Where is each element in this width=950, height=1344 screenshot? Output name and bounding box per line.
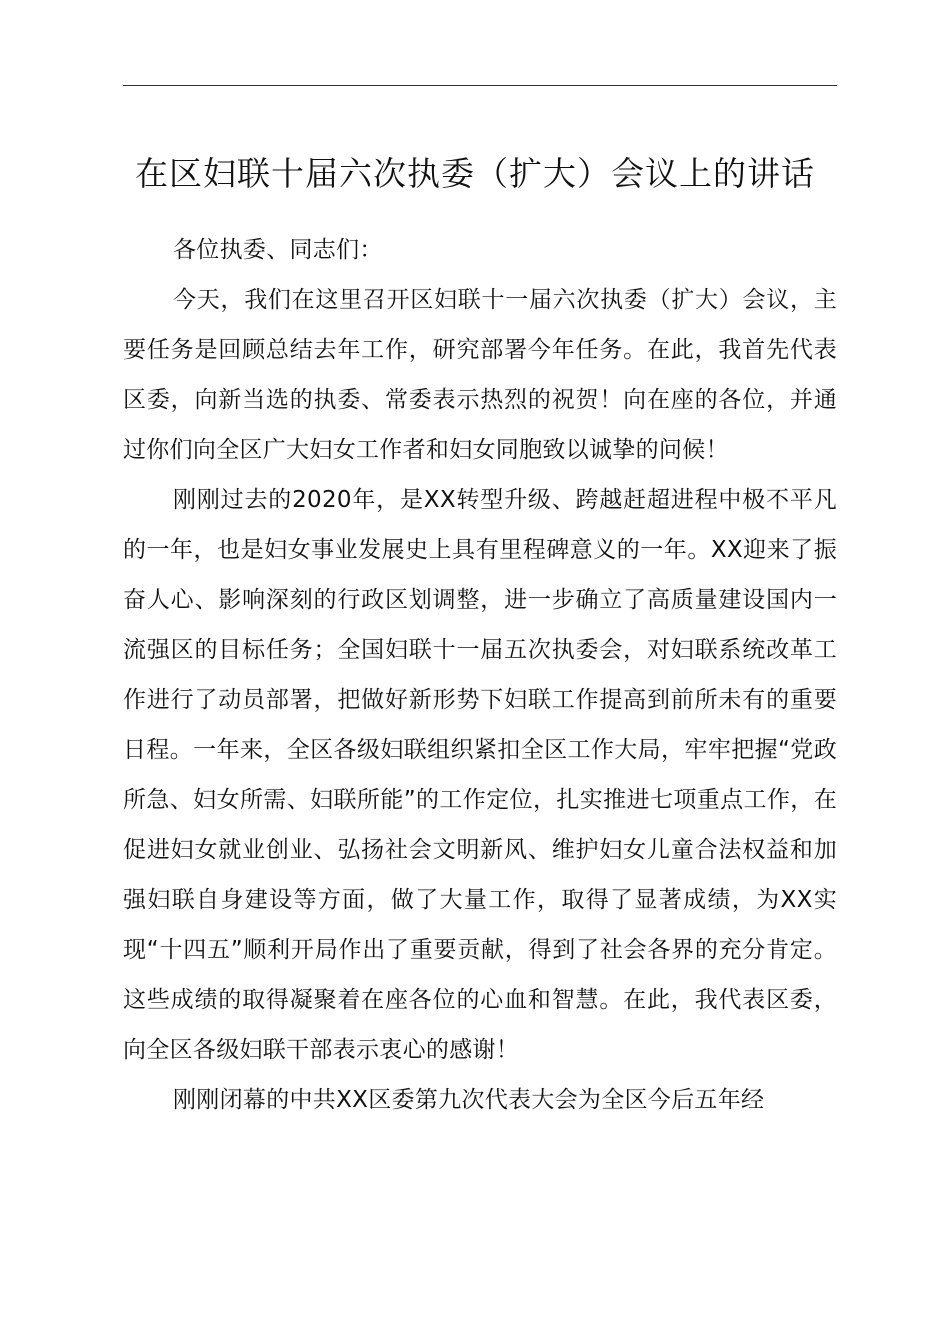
document-body	[123, 225, 837, 1125]
paragraph-review: 刚刚过去的2020年，是XX转型升级、跨越赶超进程中极不平凡的一年，也是妇女事业发展史上具有里程碑意义的一年。XX迎来了振奋人心、影响深刻的行政区划调整，进一步确立了高质量建设国内一流强区的目标任务；全国妇联十一届五次执委会，对妇联系统改革工作进行了动员部署，把做好新形势下妇联工作提高到前所未有的重要日程。一年来，全区各级妇联组织紧扣全区工作大局，牢牢把握“党政所急、妇女所需、妇联所能”的工作定位，扎实推进七项重点工作，在促进妇女就业创业、弘扬社会文明新风、维护妇女儿童合法权益和加强妇联自身建设等方面，做了大量工作，取得了显著成绩，为XX实现“十四五”顺利开局作出了重要贡献，得到了社会各界的充分肯定。这些成绩的取得凝聚着在座各位的心血和智慧。在此，我代表区委，向全区各级妇联干部表示衷心的感谢！	[123, 487, 837, 1063]
paragraph-opening: 今天，我们在这里召开区妇联十一届六次执委（扩大）会议，主要任务是回顾总结去年工作，研究部署今年任务。在此，我首先代表区委，向新当选的执委、常委表示热烈的祝贺！向在座的各位，并通过你们向全区广大妇女工作者和妇女同胞致以诚挚的问候！	[123, 287, 837, 463]
paragraph-continuation: 刚刚闭幕的中共XX区委第九次代表大会为全区今后五年经	[173, 1087, 765, 1113]
salutation: 各位执委、同志们：	[173, 237, 383, 263]
document-title: 在区妇联十届六次执委（扩大）会议上的讲话	[135, 154, 815, 193]
header-rule	[123, 85, 837, 86]
